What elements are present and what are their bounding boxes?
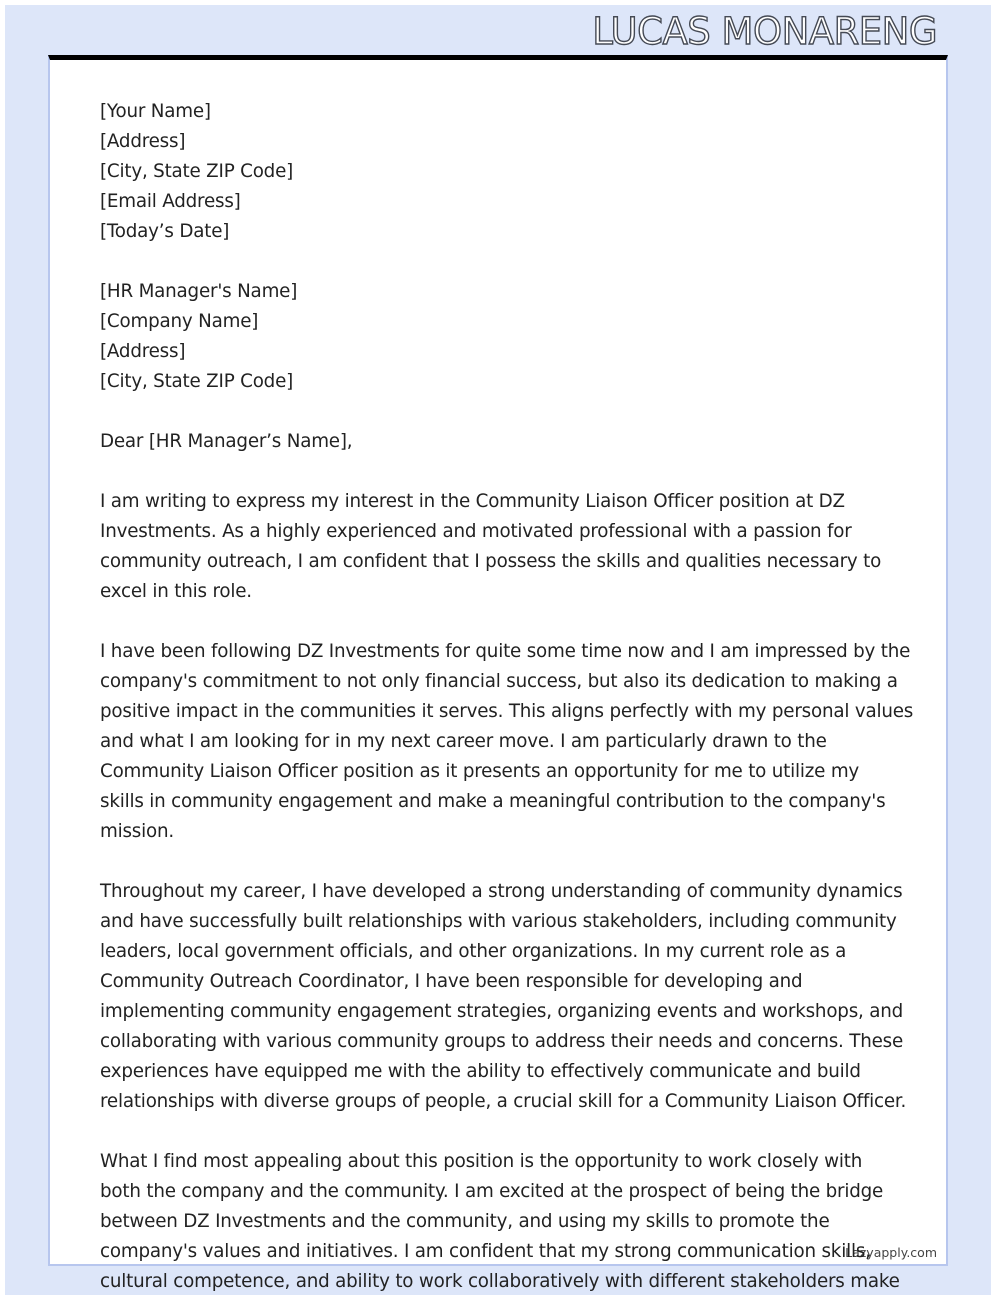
paragraph-line: What I find most appealing about this position is the opportunity to work closely with: [100, 1151, 863, 1172]
paragraph-line: I have been following DZ Investments for quite some time now and I am impressed by the: [100, 641, 911, 662]
recipient-address: [Address]: [100, 341, 186, 362]
salutation-text: Dear [HR Manager’s Name],: [100, 431, 353, 452]
paragraph-line: mission.: [100, 821, 174, 842]
cover-letter-body: [100, 97, 914, 1295]
paragraph-3: [100, 877, 907, 1117]
paragraph-line: implementing community engagement strategies, organizing events and workshops, and: [100, 1001, 904, 1022]
paragraph-line: and what I am looking for in my next career move. I am particularly drawn to the: [100, 731, 827, 752]
paragraph-line: excel in this role.: [100, 581, 252, 602]
paragraph-line: Community Outreach Coordinator, I have been responsible for developing and: [100, 971, 803, 992]
paragraph-line: and have successfully built relationships with various stakeholders, including community: [100, 911, 897, 932]
recipient-block: [100, 277, 900, 397]
sender-block: [100, 97, 900, 247]
paragraph-line: Community Liaison Officer position as it presents an opportunity for me to utilize my: [100, 761, 860, 782]
paragraph-line: I am writing to express my interest in the Community Liaison Officer position at DZ: [100, 491, 845, 512]
paragraph-line: experiences have equipped me with the ability to effectively communicate and build: [100, 1061, 861, 1082]
recipient-name: [HR Manager's Name]: [100, 281, 298, 302]
recipient-company: [Company Name]: [100, 311, 259, 332]
paragraph-line: Investments. As a highly experienced and motivated professional with a passion for: [100, 521, 852, 542]
paragraph-line: Throughout my career, I have developed a strong understanding of community dynamics: [100, 881, 903, 902]
paragraph-line: company's commitment to not only financial success, but also its dedication to making a: [100, 671, 898, 692]
paragraph-4: [100, 1147, 900, 1295]
sender-name: [Your Name]: [100, 101, 211, 122]
sender-address: [Address]: [100, 131, 186, 152]
paragraph-line: both the company and the community. I am excited at the prospect of being the bridge: [100, 1181, 884, 1202]
paragraph-line: between DZ Investments and the community, and using my skills to promote the: [100, 1211, 830, 1232]
salutation: [100, 427, 900, 457]
paragraph-line: collaborating with various community groups to address their needs and concerns. These: [100, 1031, 904, 1052]
paragraph-line: relationships with diverse groups of people, a crucial skill for a Community Liaison Officer.: [100, 1091, 907, 1112]
watermark-text: Lazyapply.com: [845, 1245, 937, 1260]
letter-date: [Today’s Date]: [100, 221, 230, 242]
paragraph-line: community outreach, I am confident that I possess the skills and qualities necessary to: [100, 551, 882, 572]
paragraph-1: [100, 487, 900, 607]
recipient-city-state-zip: [City, State ZIP Code]: [100, 371, 294, 392]
page-background: [5, 5, 991, 1295]
sender-city-state-zip: [City, State ZIP Code]: [100, 161, 294, 182]
paragraph-line: company's values and initiatives. I am confident that my strong communication skills,: [100, 1241, 871, 1262]
paragraph-line: positive impact in the communities it serves. This aligns perfectly with my personal values: [100, 701, 914, 722]
paragraph-line: skills in community engagement and make a meaningful contribution to the company's: [100, 791, 886, 812]
sender-email: [Email Address]: [100, 191, 241, 212]
paragraph-line: cultural competence, and ability to work collaboratively with different stakeholders make: [100, 1271, 900, 1292]
candidate-name-header: LUCAS MONARENG: [592, 10, 937, 53]
paragraph-line: leaders, local government officials, and other organizations. In my current role as a: [100, 941, 847, 962]
paragraph-2: [100, 637, 914, 847]
